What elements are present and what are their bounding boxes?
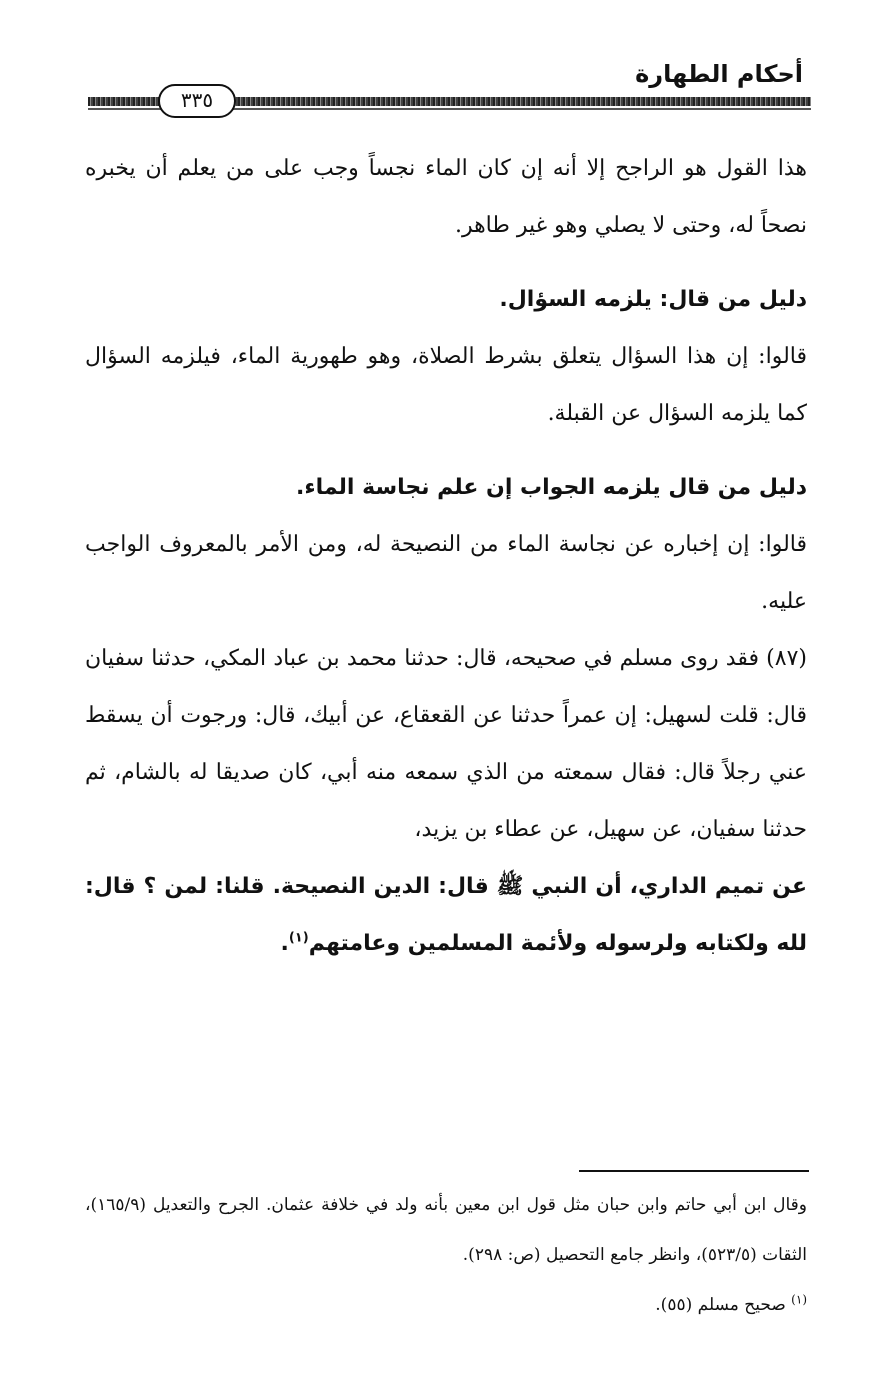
section-heading-question: دليل من قال: يلزمه السؤال. [499, 287, 807, 312]
hadith-text [85, 858, 807, 972]
footnote-1-number: (١) [791, 1292, 807, 1307]
paragraph-answer-evidence: قالوا: إن إخباره عن نجاسة الماء من النصيحة له، ومن الأمر بالمعروف الواجب عليه. [85, 532, 807, 614]
section-heading-answer: دليل من قال يلزمه الجواب إن علم نجاسة الماء. [296, 475, 807, 500]
footnote-continued: وقال ابن أبي حاتم وابن حبان مثل قول ابن معين بأنه ولد في خلافة عثمان. الجرح والتعديل (١٦٥/٩)، الثقات (٥٢٣/٥)، وانظر جامع التحصيل (ص: ٢٩٨). [85, 1195, 807, 1265]
footnotes [85, 1180, 807, 1330]
hadith-matn: عن تميم الداري، أن النبي ﷺ قال: الدين النصيحة. قلنا: لمن ؟ قال: لله ولكتابه ولرسوله ولأئمة المسلمين وعامتهم [85, 874, 807, 956]
footnote-1-text: صحيح مسلم (٥٥). [655, 1295, 786, 1315]
footnote-1 [85, 1280, 807, 1330]
footnote-separator [579, 1170, 809, 1172]
page-number: ٣٣٥ [158, 84, 236, 118]
footnote-reference[interactable]: (١) [288, 930, 309, 946]
main-text [85, 140, 807, 972]
paragraph-question-evidence: قالوا: إن هذا السؤال يتعلق بشرط الصلاة، وهو طهورية الماء، فيلزمه السؤال كما يلزمه السؤال عن القبلة. [85, 344, 807, 426]
hadith-end-punct: . [280, 931, 289, 956]
running-header-title: أحكام الطهارة [635, 60, 803, 88]
paragraph-opinion: هذا القول هو الراجح إلا أنه إن كان الماء نجساً وجب على من يعلم أن يخبره نصحاً له، وحتى لا يصلي وهو غير طاهر. [85, 156, 807, 238]
paragraph-isnad: (٨٧) فقد روى مسلم في صحيحه، قال: حدثنا محمد بن عباد المكي، حدثنا سفيان قال: قلت لسهيل: إن عمراً حدثنا عن القعقاع، عن أبيك، قال: ورجوت أن يسقط عني رجلاً قال: فقال سمعته من الذي سمعه منه أبي، كان صديقا له بالشام، ثم حدثنا سفيان، عن سهيل، عن عطاء بن يزيد، [85, 646, 807, 842]
